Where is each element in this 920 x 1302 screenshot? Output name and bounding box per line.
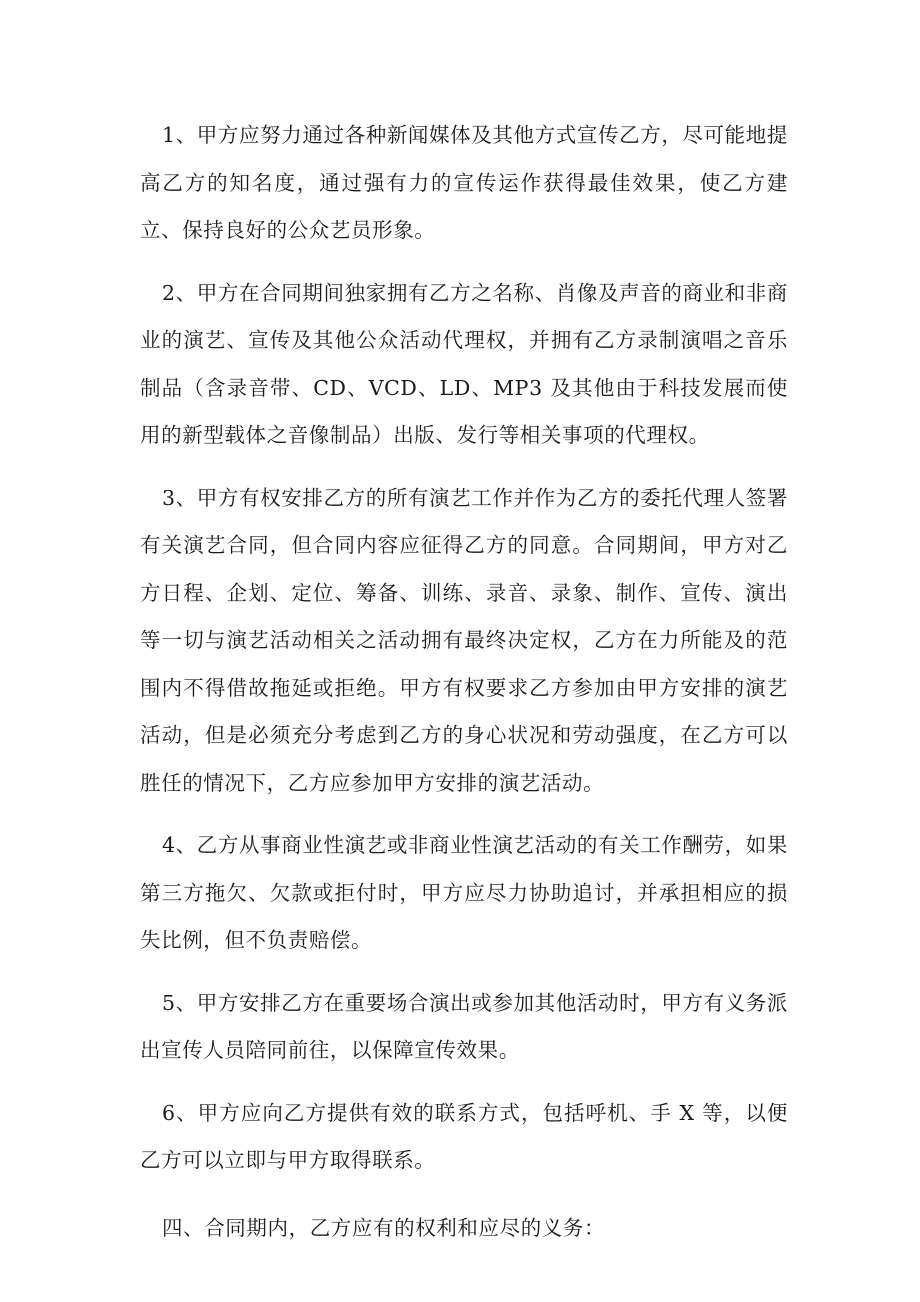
clause-5-paragraph: 5、甲方安排乙方在重要场合演出或参加其他活动时，甲方有义务派出宣传人员陪同前往，以保障宣传效果。 [140,990,788,1062]
clause-4-paragraph: 4、乙方从事商业性演艺或非商业性演艺活动的有关工作酬劳，如果第三方拖欠、欠款或拒付时，甲方应尽力协助追讨，并承担相应的损失比例，但不负责赔偿。 [140,833,788,952]
clause-6-paragraph: 6、甲方应向乙方提供有效的联系方式，包括呼机、手 X 等，以便乙方可以立即与甲方取得联系。 [140,1100,788,1172]
clause-1-paragraph: 1、甲方应努力通过各种新闻媒体及其他方式宣传乙方，尽可能地提高乙方的知名度，通过强有力的宣传运作获得最佳效果，使乙方建立、保持良好的公众艺员形象。 [140,123,788,242]
section-four-heading: 四、合同期内，乙方应有的权利和应尽的义务： [162,1215,606,1240]
clause-3-paragraph: 3、甲方有权安排乙方的所有演艺工作并作为乙方的委托代理人签署有关演艺合同，但合同内容应征得乙方的同意。合同期间，甲方对乙方日程、企划、定位、筹备、训练、录音、录象、制作、宣传、演出等一切与演艺活动相关之活动拥有最终决定权，乙方在力所能及的范围内不得借故拖延或拒绝。甲方有权要求乙方参加由甲方安排的演艺活动，但是必须充分考虑到乙方的身心状况和劳动强度，在乙方可以胜任的情况下，乙方应参加甲方安排的演艺活动。 [140,485,788,795]
document-body [140,112,788,1267]
clause-2-paragraph: 2、甲方在合同期间独家拥有乙方之名称、肖像及声音的商业和非商业的演艺、宣传及其他公众活动代理权，并拥有乙方录制演唱之音乐制品（含录音带、CD、VCD、LD、MP3 及其他由于科技发展而使用的新型载体之音像制品）出版、发行等相关事项的代理权。 [140,280,788,447]
